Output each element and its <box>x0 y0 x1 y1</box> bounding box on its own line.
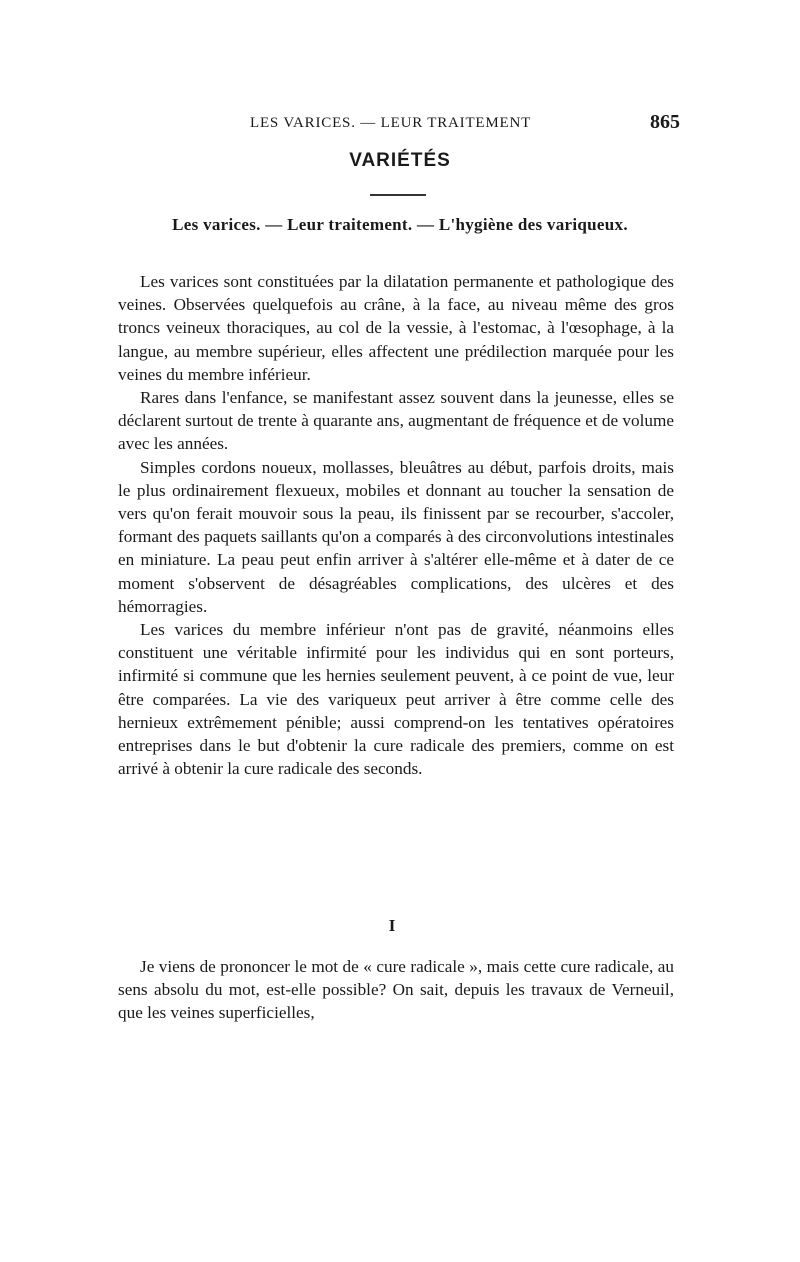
title-rule <box>370 194 426 196</box>
article-body-continued <box>118 955 674 1025</box>
paragraph: Rares dans l'enfance, se manifestant assez souvent dans la jeunesse, elles se déclarent surtout de trente à quarante ans, augmentant de fréquence et de volume avec les années. <box>118 388 674 454</box>
article-body <box>118 270 674 780</box>
paragraph: Je viens de prononcer le mot de « cure radicale », mais cette cure radicale, au sens absolu du mot, est-elle possible? On sait, depuis les travaux de Verneuil, que les veines superficielles, <box>118 957 674 1023</box>
page-number: 865 <box>650 111 680 133</box>
paragraph: Simples cordons noueux, mollasses, bleuâtres au début, parfois droits, mais le plus ordinairement flexueux, mobiles et donnant au toucher la sensation de vers qu'on ferait mouvoir sous la peau, ils finissent par se recourber, s'accoler, formant des paquets saillants qu'on a comparés à des circonvolutions intestinales en miniature. La peau peut enfin arriver à s'altérer elle-même et à dater de ce moment s'observent de désagréables complications, des ulcères et des hémorragies. <box>118 457 674 616</box>
running-title: LES VARICES. — LEUR TRAITEMENT <box>250 115 532 131</box>
running-head <box>118 113 680 139</box>
article-heading: Les varices. — Leur traitement. — L'hygiène des variqueux. <box>172 215 628 234</box>
section-number: I <box>388 916 396 935</box>
paragraph: Les varices sont constituées par la dilatation permanente et pathologique des veines. Observées quelquefois au crâne, à la face, au niveau même des gros troncs veineux thoraciques, au col de la vessie, à l'estomac, à l'œsophage, à la langue, au membre supérieur, elles affectent une prédilection marquée pour les veines du membre inférieur. <box>118 272 674 384</box>
section-title: VARIÉTÉS <box>349 150 451 171</box>
paragraph: Les varices du membre inférieur n'ont pas de gravité, néanmoins elles constituent une véritable infirmité pour les individus qui en sont porteurs, infirmité si commune que les hernies seulement peuvent, à ce point de vue, leur être comparées. La vie des variqueux peut arriver à être comme celle des hernieux extrêmement pénible; aussi comprend-on les tentatives opératoires entreprises dans le but d'obtenir la cure radicale des premiers, comme on est arrivé à obtenir la cure radicale des seconds. <box>118 620 674 779</box>
